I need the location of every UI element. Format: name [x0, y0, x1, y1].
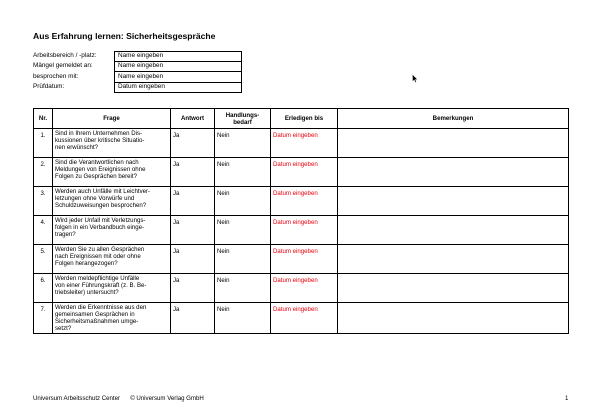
row-number: 2.	[34, 158, 53, 187]
remarks-field[interactable]	[338, 187, 569, 216]
row-number: 5.	[34, 245, 53, 274]
question-text: Sind die Verantwortlichen nach Meldungen von Ereignissen ohne Folgen zu Gesprächen bereit?	[53, 158, 171, 187]
meta-label: Mängel gemeldet an:	[33, 62, 93, 70]
due-date-field[interactable]: Datum eingeben	[271, 245, 338, 274]
meta-row	[33, 82, 242, 92]
meta-label: Prüfdatum:	[33, 82, 65, 90]
remarks-field[interactable]	[338, 245, 569, 274]
due-date-field[interactable]: Datum eingeben	[271, 129, 338, 158]
meta-value-field[interactable]: Name eingeben	[115, 52, 242, 62]
remarks-field[interactable]	[338, 216, 569, 245]
mouse-pointer-icon	[412, 74, 418, 83]
question-text: Werden auch Unfälle mit Leichtver- letzungen ohne Vorwürfe und Schuldzuweisungen besprochen?	[53, 187, 171, 216]
answer-field[interactable]: Ja	[171, 216, 215, 245]
action-needed-field[interactable]: Nein	[215, 303, 271, 334]
remarks-field[interactable]	[338, 274, 569, 303]
row-number: 1.	[34, 129, 53, 158]
action-needed-field[interactable]: Nein	[215, 158, 271, 187]
answer-field[interactable]: Ja	[171, 274, 215, 303]
due-date-field[interactable]: Datum eingeben	[271, 274, 338, 303]
footer-publisher: Universum Arbeitsschutz Center © Universum Verlag GmbH	[33, 395, 204, 402]
meta-row	[33, 72, 242, 82]
table-row	[34, 158, 569, 187]
header-erledigen-bis: Erledigen bis	[271, 109, 338, 129]
row-number: 7.	[34, 303, 53, 334]
table-header-row	[34, 109, 569, 129]
page-number: 1	[565, 395, 569, 402]
answer-field[interactable]: Ja	[171, 158, 215, 187]
header-antwort: Antwort	[171, 109, 215, 129]
answer-field[interactable]: Ja	[171, 245, 215, 274]
table-row	[34, 274, 569, 303]
meta-row	[33, 62, 242, 72]
header-frage: Frage	[53, 109, 171, 129]
action-needed-field[interactable]: Nein	[215, 245, 271, 274]
due-date-field[interactable]: Datum eingeben	[271, 158, 338, 187]
remarks-field[interactable]	[338, 129, 569, 158]
meta-form	[33, 51, 242, 93]
meta-value-field[interactable]: Datum eingeben	[115, 82, 242, 92]
remarks-field[interactable]	[338, 158, 569, 187]
question-text: Werden meldepflichtige Unfälle von einer Führungskraft (z. B. Be- triebsleiter) untersucht?	[53, 274, 171, 303]
due-date-field[interactable]: Datum eingeben	[271, 303, 338, 334]
row-number: 4.	[34, 216, 53, 245]
row-number: 3.	[34, 187, 53, 216]
meta-value-field[interactable]: Name eingeben	[115, 72, 242, 82]
answer-field[interactable]: Ja	[171, 187, 215, 216]
meta-label: besprochen mit:	[33, 72, 79, 80]
table-row	[34, 245, 569, 274]
page-title: Aus Erfahrung lernen: Sicherheitsgespräche	[33, 31, 216, 41]
answer-field[interactable]: Ja	[171, 129, 215, 158]
checklist-table	[33, 108, 569, 334]
question-text: Werden Sie zu allen Gesprächen nach Ereignissen mit oder ohne Folgen herangezogen?	[53, 245, 171, 274]
table-row	[34, 303, 569, 334]
action-needed-field[interactable]: Nein	[215, 187, 271, 216]
question-text: Sind in Ihrem Unternehmen Dis- kussionen über kritische Situatio- nen erwünscht?	[53, 129, 171, 158]
header-bemerkungen: Bemerkungen	[338, 109, 569, 129]
table-row	[34, 216, 569, 245]
action-needed-field[interactable]: Nein	[215, 129, 271, 158]
due-date-field[interactable]: Datum eingeben	[271, 216, 338, 245]
row-number: 6.	[34, 274, 53, 303]
remarks-field[interactable]	[338, 303, 569, 334]
question-text: Wird jeder Unfall mit Verletzungs- folgen in ein Verbandbuch einge- tragen?	[53, 216, 171, 245]
table-row	[34, 129, 569, 158]
action-needed-field[interactable]: Nein	[215, 216, 271, 245]
table-row	[34, 187, 569, 216]
action-needed-field[interactable]: Nein	[215, 274, 271, 303]
header-handlungsbedarf: Handlungs- bedarf	[215, 109, 271, 129]
answer-field[interactable]: Ja	[171, 303, 215, 334]
question-text: Werden die Erkenntnisse aus den gemeinsamen Gesprächen in Sicherheitsmaßnahmen umge- setzt?	[53, 303, 171, 334]
due-date-field[interactable]: Datum eingeben	[271, 187, 338, 216]
meta-row	[33, 52, 242, 62]
meta-value-field[interactable]: Name eingeben	[115, 62, 242, 72]
header-nr: Nr.	[34, 109, 53, 129]
meta-label: Arbeitsbereich / -platz:	[33, 52, 97, 60]
